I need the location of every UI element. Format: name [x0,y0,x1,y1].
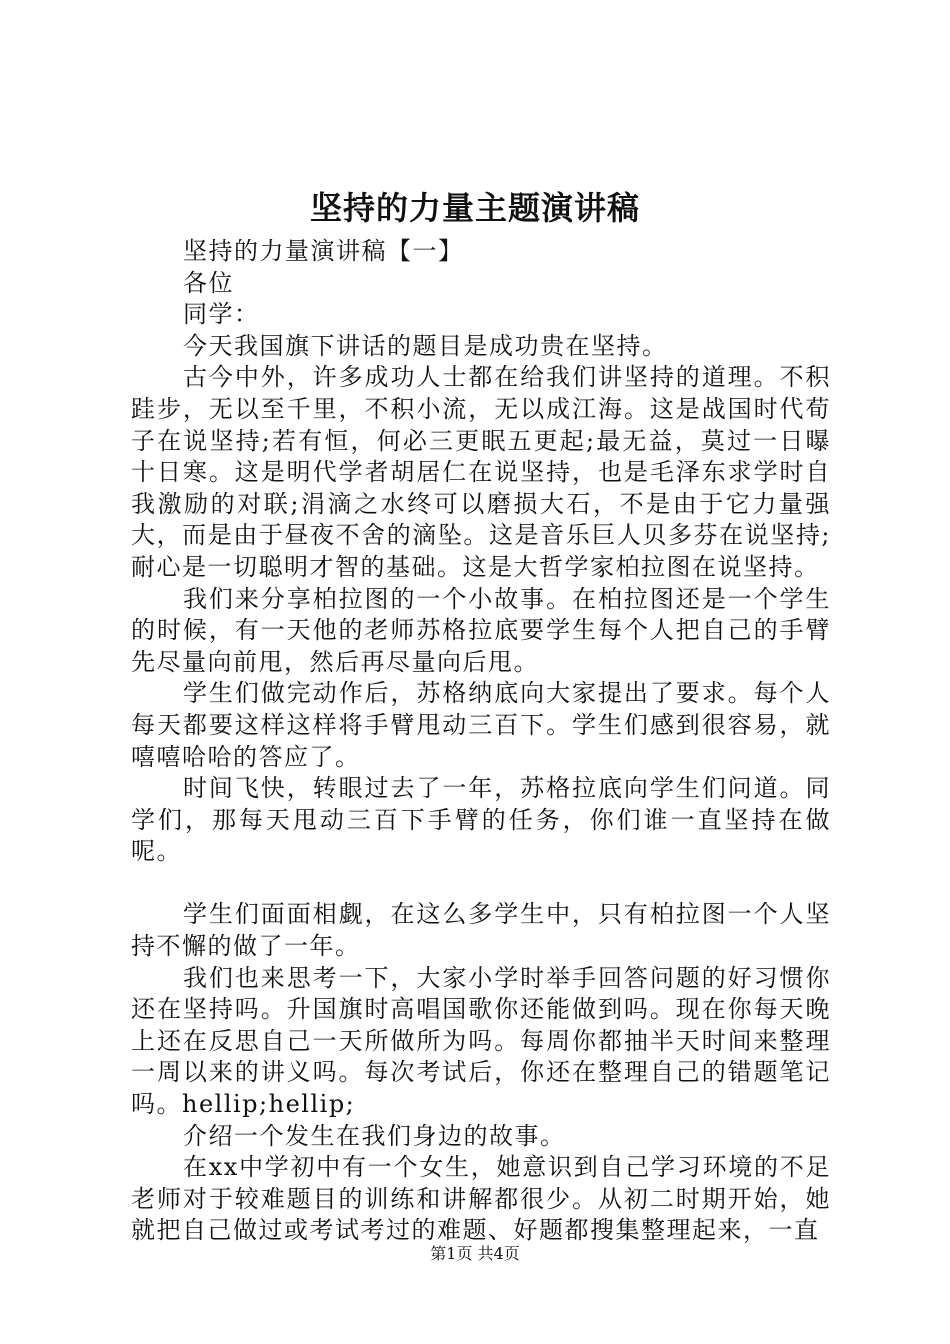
paragraph-one-year-later: 时间飞快，转眼过去了一年，苏格拉底向学生们问道。同学们，那每天甩动三百下手臂的任务，你们谁一直坚持在做呢。 [131,774,831,866]
paragraph-introduce-story: 介绍一个发生在我们身边的故事。 [183,1121,566,1150]
paragraph-reflection: 我们也来思考一下，大家小学时举手回答问题的好习惯你还在坚持吗。升国旗时高唱国歌你还能做到吗。现在你每天晚上还在反思自己一天所做所为吗。每周你都抽半天时间来整理一周以来的讲义吗。每次考试后，你还在整理自己的错题笔记吗。hellip;hellip; [131,963,831,1119]
salutation-line-1: 各位 [183,268,234,297]
paragraph-plato-story: 我们来分享柏拉图的一个小故事。在柏拉图还是一个学生的时候，有一天他的老师苏格拉底要学生每个人把自己的手臂先尽量向前甩，然后再尽量向后甩。 [131,584,831,676]
page-footer: 第1页 共4页 [430,1244,520,1263]
paragraph-requirement: 学生们做完动作后，苏格纳底向大家提出了要求。每个人每天都要这样这样将手臂甩动三百下。学生们感到很容易，就嘻嘻哈哈的答应了。 [131,679,831,771]
paragraph-quotes: 古今中外，许多成功人士都在给我们讲坚持的道理。不积跬步，无以至千里，不积小流，无以成江海。这是战国时代荀子在说坚持;若有恒，何必三更眠五更起;最无益，莫过一日曝十日寒。这是明代学者胡居仁在说坚持，也是毛泽东求学时自我激励的对联;涓滴之水终可以磨损大石，不是由于它力量强大，而是由于昼夜不舍的滴坠。这是音乐巨人贝多芬在说坚持;耐心是一切聪明才智的基础。这是大哲学家柏拉图在说坚持。 [131,363,831,581]
document-title: 坚持的力量主题演讲稿 [309,189,640,227]
paragraph-only-plato: 学生们面面相觑，在这么多学生中，只有柏拉图一个人坚持不懈的做了一年。 [131,900,831,961]
section-heading: 坚持的力量演讲稿【一】 [183,237,464,265]
paragraph-topic: 今天我国旗下讲话的题目是成功贵在坚持。 [183,331,668,360]
blank-line [131,868,831,900]
document-body [131,236,831,1247]
salutation-line-2: 同学： [183,300,260,329]
paragraph-student-story: 在xx中学初中有一个女生，她意识到自己学习环境的不足老师对于较难题目的训练和讲解都很少。从初二时期开始，她就把自己做过或考试考过的难题、好题都搜集整理起来，一直 [131,1153,831,1245]
